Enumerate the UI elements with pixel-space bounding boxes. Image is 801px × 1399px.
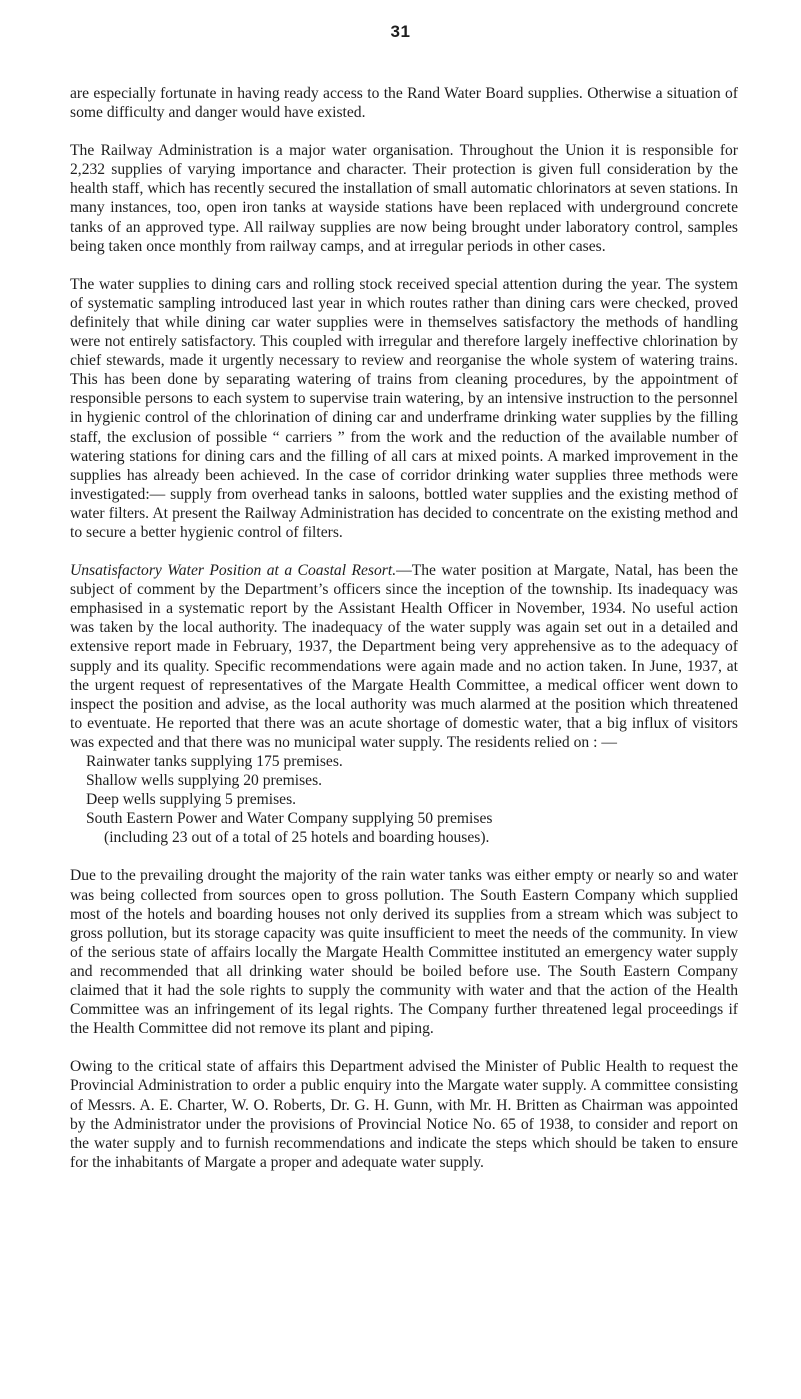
paragraph-railway-administration: The Railway Administration is a major water organisation. Throughout the Union it is responsible for 2,232 supplies of varying importance and character. Their protection is given full consideration by the health staff, which has recently secured the installation of small automatic chlorinators at seven stations. In many instances, too, open iron tanks at wayside stations have been replaced with underground concrete tanks of an approved type. All railway supplies are now being brought under laboratory control, samples being taken once monthly from railway camps, and at irregular periods in other cases. [70,142,738,255]
list-item-rainwater: Rainwater tanks supplying 175 premises. [86,753,343,770]
paragraph-rand-water-board: are especially fortunate in having ready access to the Rand Water Board supplies. Otherwise a situation of some difficulty and danger would have existed. [70,85,738,122]
list-item [70,790,738,809]
list-item-south-eastern-company: South Eastern Power and Water Company supplying 50 premises [86,810,493,828]
paragraph-drought: Due to the prevailing drought the majority of the rain water tanks was either empty or nearly so and water was being collected from sources open to gross pollution. The South Eastern Company which supplied most of the hotels and boarding houses not only derived its supplies from a stream which was subject to gross pollution, but its storage capacity was quite insufficient to meet the needs of the community. In view of the serious state of affairs locally the Margate Health Committee instituted an emergency water supply and recommended that all drinking water should be boiled before use. The South Eastern Company claimed that it had the sole rights to supply the community with water and that the action of the Health Committee was an infringement of its legal rights. The Company further threatened legal proceedings if the Health Committee did not remove its plant and piping. [70,867,738,1038]
page-number: 31 [390,22,411,41]
paragraph-public-enquiry: Owing to the critical state of affairs this Department advised the Minister of Public Health to request the Provincial Administration to order a public enquiry into the Margate water supply. A committee consisting of Messrs. A. E. Charter, W. O. Roberts, Dr. G. H. Gunn, with Mr. H. Britten as Chairman was appointed by the Administrator under the provisions of Provincial Notice No. 65 of 1938, to consider and report on the water supply and to furnish recommendations and indicate the steps which should be taken to ensure for the inhabitants of Margate a proper and adequate water supply. [70,1058,738,1171]
paragraph-dining-car-supplies: The water supplies to dining cars and rolling stock received special attention during the year. The system of systematic sampling introduced last year in which routes rather than dining cars were checked, proved definitely that while dining car water supplies were in themselves satisfactory the methods of handling were not entirely satisfactory. This coupled with irregular and therefore largely ineffective chlorination by chief stewards, made it urgently necessary to review and reorganise the whole system of watering trains. This has been done by separating watering of trains from cleaning procedures, by the appointment of responsible persons to each system to supervise train watering, by an intensive instruction to the personnel in hygienic control of the chlorination of dining car and underframe drinking water supplies by the filling staff, the exclusion of possible “ carriers ” from the work and the reduction of the available number of watering stations for dining cars and the filling of all cars at mixed points. A marked improvement in the supplies has already been achieved. In the case of corridor drinking water supplies three methods were investigated:— supply from overhead tanks in saloons, bottled water supplies and the existing method of water filters. At present the Railway Administration has decided to concentrate on the existing method and to secure a better hygienic control of filters. [70,275,738,541]
water-supply-sources-list [70,752,738,847]
paragraph-margate-position [70,561,738,752]
list-item [70,771,738,790]
list-item-deep-wells: Deep wells supplying 5 premises. [86,791,297,809]
list-item [70,752,738,771]
body-text [70,84,738,1191]
margate-section-heading: Unsatisfactory Water Position at a Coastal Resort. [70,562,397,580]
list-item-continuation: (including 23 out of a total of 25 hotels and boarding houses). [104,829,490,847]
list-item-shallow-wells: Shallow wells supplying 20 premises. [86,772,323,790]
margate-section-text: —The water position at Margate, Natal, has been the subject of comment by the Department’s officers since the inception of the township. Its inadequacy was emphasised in a systematic report by the Assistant Health Officer in November, 1934. No useful action was taken by the local authority. The inadequacy of the water supply was again set out in a detailed and extensive report made in February, 1937, the Department being very apprehensive as to the adequacy of supply and its quality. Specific recommendations were again made and no action taken. In June, 1937, at the urgent request of representatives of the Margate Health Committee, a medical officer went down to inspect the position and advise, as the local authority was much alarmed at the position which threatened to eventuate. He reported that there was an acute shortage of domestic water, that a big influx of visitors was expected and that there was no municipal water supply. The residents relied on : — [70,562,738,751]
list-item [70,809,738,847]
